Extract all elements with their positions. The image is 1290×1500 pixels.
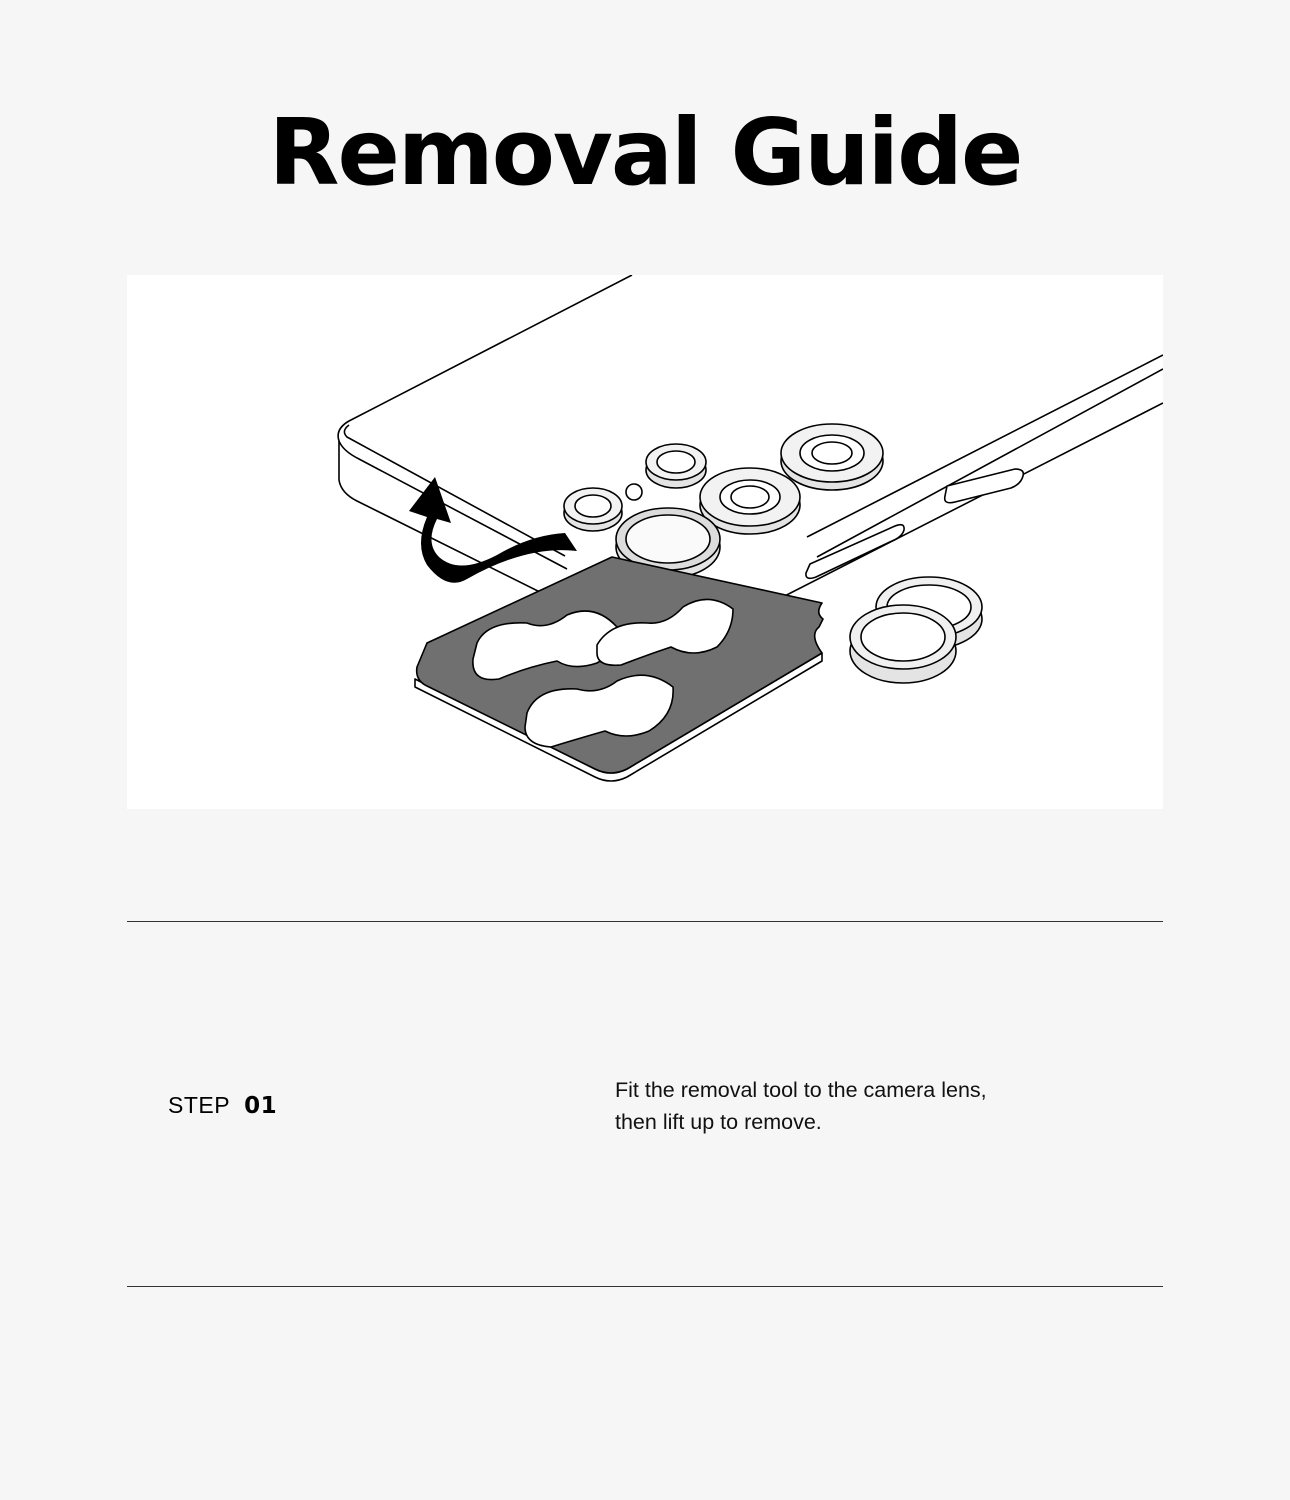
step-number: 01 (244, 1093, 278, 1119)
step-instruction-line: Fit the removal tool to the camera lens, (615, 1078, 987, 1102)
step-label (168, 1090, 277, 1121)
step-instruction (615, 1074, 1135, 1138)
divider (127, 921, 1163, 922)
phone-icon (338, 275, 1163, 613)
divider (127, 1286, 1163, 1287)
page-title: Removal Guide (268, 99, 1022, 206)
removal-tool-icon (415, 557, 823, 781)
step-instruction-line: then lift up to remove. (615, 1110, 822, 1134)
step-word: STEP (168, 1092, 231, 1118)
camera-lens-icon (850, 577, 982, 683)
removal-illustration (127, 275, 1163, 809)
